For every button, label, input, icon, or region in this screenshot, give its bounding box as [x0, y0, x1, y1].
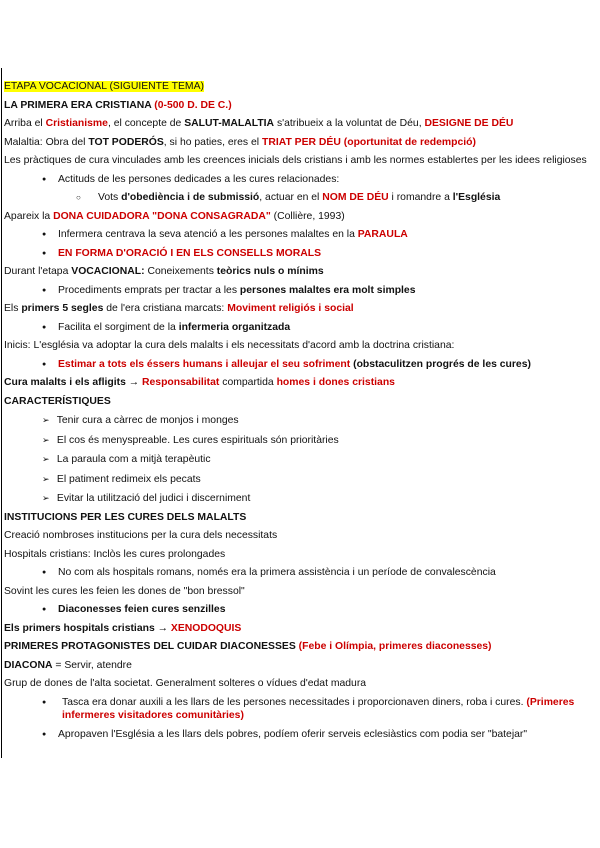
bullet-facilita: ● Facilita el sorgiment de la infermeria organitzada	[4, 319, 594, 338]
paragraph-etapa-vocacional: Durant l'etapa VOCACIONAL: Coneixements teòrics nuls o mínims	[4, 266, 324, 277]
heading-institucions: INSTITUCIONS PER LES CURES DELS MALALTS	[4, 511, 247, 523]
arrow-item-2: ➢ El cos és menyspreable. Les cures espirituals són prioritàries	[4, 431, 594, 451]
highlighted-title: ETAPA VOCACIONAL (SIGUIENTE TEMA)	[4, 81, 204, 92]
paragraph-bon-bressol: Sovint les cures les feien les dones de "bon bressol"	[4, 585, 245, 597]
paragraph-hospitals: Hospitals cristians: Inclòs les cures prolongades	[4, 548, 226, 560]
arrowhead-bullet-icon: ➢	[42, 415, 50, 425]
heading-protagonistes: PRIMERES PROTAGONISTES DEL CUIDAR DIACONESSES (Febe i Olímpia, primeres diaconesses)	[4, 641, 492, 652]
arrowhead-bullet-icon: ➢	[42, 473, 50, 484]
arrowhead-bullet-icon: ➢	[42, 454, 50, 464]
heading-caracteristiques: CARACTERÍSTIQUES	[4, 395, 111, 407]
right-arrow-icon: →	[157, 622, 169, 634]
paragraph-malaltia: Malaltia: Obra del TOT PODERÓS, si ho paties, eres el TRIAT PER DÉU (oportunitat de redempció)	[4, 136, 476, 148]
paragraph-grup-dones: Grup de dones de l'alta societat. Generalment solteres o vídues d'edat madura	[4, 678, 367, 689]
bullet-infermera: ● Infermera centrava la seva atenció a les persones malaltes en la PARAULA	[4, 226, 594, 245]
subbullet-vots: ○ Vots d'obediència i de submissió, actuar en el NOM DE DÉU i romandre a l'Església	[4, 189, 594, 208]
margin-rule	[1, 68, 2, 758]
arrow-item-5: ➢ Evitar la utilització del judici i discerniment	[4, 489, 594, 509]
paragraph-xenodoquis: Els primers hospitals cristians → XENODOQUIS	[4, 622, 242, 634]
arrow-item-4: ➢ El patiment redimeix els pecats	[4, 470, 594, 490]
document-page	[4, 78, 594, 744]
paragraph-diacona: DIACONA = Servir, atendre	[4, 659, 132, 671]
paragraph-cristianisme: Arriba el Cristianisme, el concepte de SALUT-MALALTIA s'atribueix a la voluntat de Déu, DESIGNE DE DÉU	[4, 118, 514, 129]
paragraph-cura-malalts: Cura malalts i els afligits → Responsabilitat compartida homes i dones cristians	[4, 377, 395, 388]
paragraph-dona-cuidadora: Apareix la DONA CUIDADORA "DONA CONSAGRADA" (Collière, 1993)	[4, 210, 345, 222]
bullet-estimar: ● Estimar a tots els éssers humans i alleujar el seu sofriment (obstaculitzen progrés de les cures)	[4, 356, 594, 375]
bullet-actituds: ● Actituds de les persones dedicades a les cures relacionades:	[4, 171, 594, 190]
arrowhead-bullet-icon: ➢	[42, 434, 50, 445]
section-heading-etapa	[4, 78, 594, 97]
bullet-apropaven: ● Apropaven l'Església a les llars dels pobres, podíem oferir serveis eclesiàstics com podia ser "batejar"	[4, 726, 594, 745]
right-arrow-icon: →	[128, 377, 140, 388]
arrow-item-3: ➢ La paraula com a mitjà terapèutic	[4, 450, 594, 470]
bullet-hospitals-romans: ● No com als hospitals romans, només era la primera assistència i un període de convalescència	[4, 564, 594, 583]
bullet-diaconesses: ● Diaconesses feien cures senzilles	[4, 601, 594, 620]
paragraph-creacio: Creació nombroses institucions per la cura dels necessitats	[4, 530, 278, 541]
paragraph-primers-segles: Els primers 5 segles de l'era cristiana marcats: Moviment religiós i social	[4, 303, 354, 314]
paragraph-practiques: Les pràctiques de cura vinculades amb les creences inicials dels cristians i amb les normes establertes per les idees religioses	[4, 155, 587, 166]
heading-primera-era: LA PRIMERA ERA CRISTIANA (0-500 D. DE C.)	[4, 99, 232, 111]
bullet-procediments: ● Procediments emprats per tractar a les persones malaltes era molt simples	[4, 282, 594, 301]
arrow-item-1: ➢ Tenir cura a càrrec de monjos i monges	[4, 411, 594, 431]
arrowhead-bullet-icon: ➢	[42, 493, 50, 503]
bullet-oracio: ● EN FORMA D'ORACIÓ I EN ELS CONSELLS MORALS	[4, 245, 594, 264]
paragraph-inicis: Inicis: L'església va adoptar la cura dels malalts i els necessitats d'acord amb la doctrina cristiana:	[4, 340, 455, 351]
bullet-tasca: ● Tasca era donar auxili a les llars de les persones necessitades i proporcionaven diners, roba i cures. (Primeres infermeres visitadores comunitàries)	[4, 694, 594, 726]
